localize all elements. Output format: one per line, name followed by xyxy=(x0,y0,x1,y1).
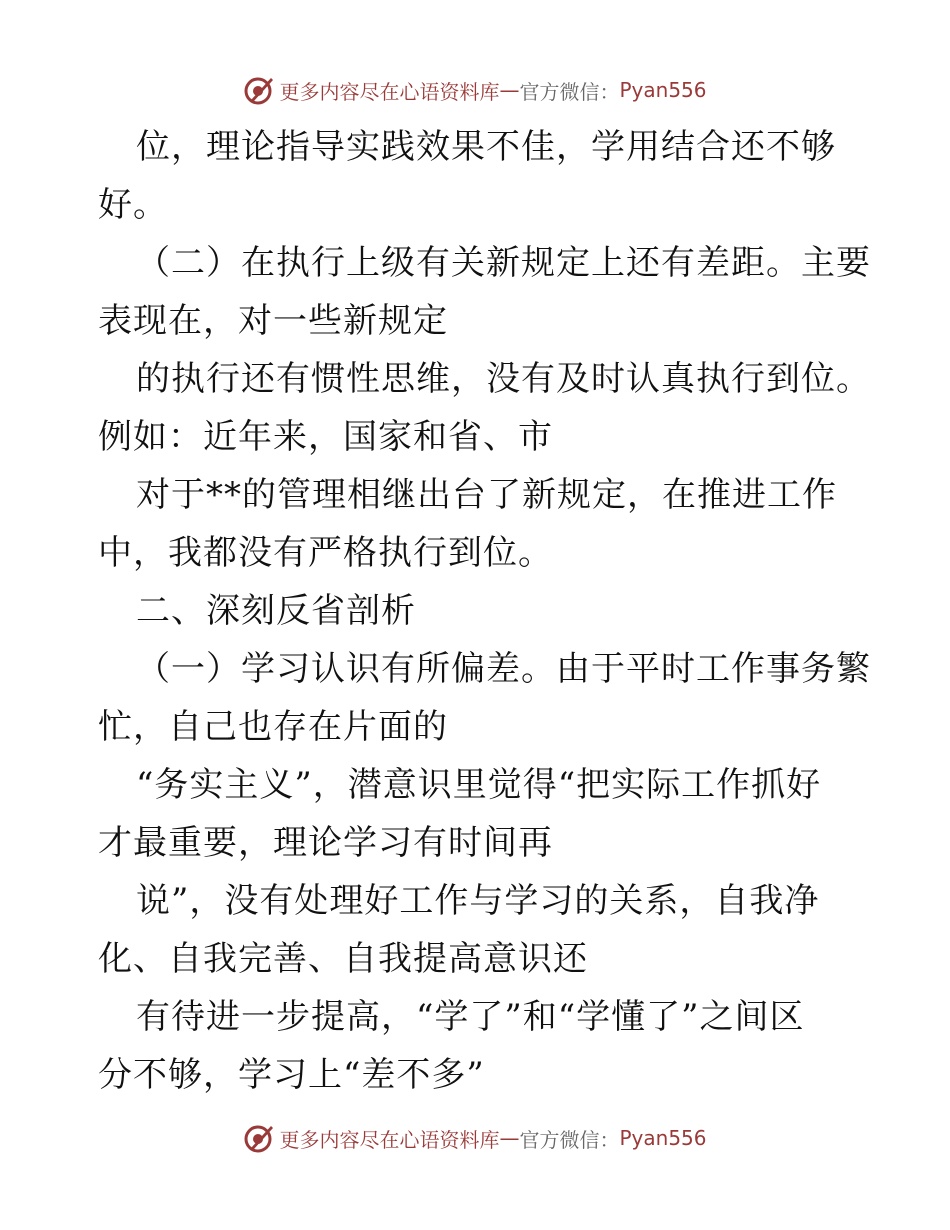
watermark-wechat-label: 官方微信： xyxy=(519,1127,620,1152)
watermark-wechat-id: Pyan556 xyxy=(619,1126,707,1150)
document-body xyxy=(98,118,871,1104)
watermark-brand: 更多内容尽在心语资料库 xyxy=(279,79,500,104)
text-line: 中，我都没有严格执行到位。 xyxy=(98,533,553,573)
text-line: 例如：近年来，国家和省、市 xyxy=(98,417,553,457)
watermark-brand: 更多内容尽在心语资料库 xyxy=(279,1127,500,1152)
watermark-wechat-id: Pyan556 xyxy=(619,78,707,102)
text-line: 有待进一步提高，“学了”和“学懂了”之间区 xyxy=(136,997,805,1037)
text-line: 表现在，对一些新规定 xyxy=(98,301,448,341)
text-line: 才最重要，理论学习有时间再 xyxy=(98,823,553,863)
section-heading: 二、深刻反省剖析 xyxy=(136,591,416,631)
text-line: 分不够，学习上“差不多” xyxy=(98,1055,485,1095)
watermark-separator: — xyxy=(499,1126,520,1150)
header-watermark xyxy=(0,70,950,110)
text-line: 说”，没有处理好工作与学习的关系，自我净 xyxy=(136,881,820,921)
text-line: 忙，自己也存在片面的 xyxy=(98,707,448,747)
watermark-wechat-label: 官方微信： xyxy=(519,79,620,104)
footer-watermark xyxy=(0,1118,950,1158)
text-line: 化、自我完善、自我提高意识还 xyxy=(98,939,588,979)
quill-swirl-icon xyxy=(243,74,275,106)
watermark-separator: — xyxy=(499,78,520,102)
text-line: 的执行还有惯性思维，没有及时认真执行到位。 xyxy=(136,359,871,399)
text-line: 位，理论指导实践效果不佳，学用结合还不够 xyxy=(136,127,836,167)
text-line: 好。 xyxy=(98,185,168,225)
text-line: “务实主义”，潜意识里觉得“把实际工作抓好 xyxy=(136,765,822,805)
quill-swirl-icon xyxy=(243,1122,275,1154)
text-line: （一）学习认识有所偏差。由于平时工作事务繁 xyxy=(136,649,871,689)
text-line: 对于**的管理相继出台了新规定，在推进工作 xyxy=(136,475,837,515)
text-line: （二）在执行上级有关新规定上还有差距。主要 xyxy=(136,243,871,283)
